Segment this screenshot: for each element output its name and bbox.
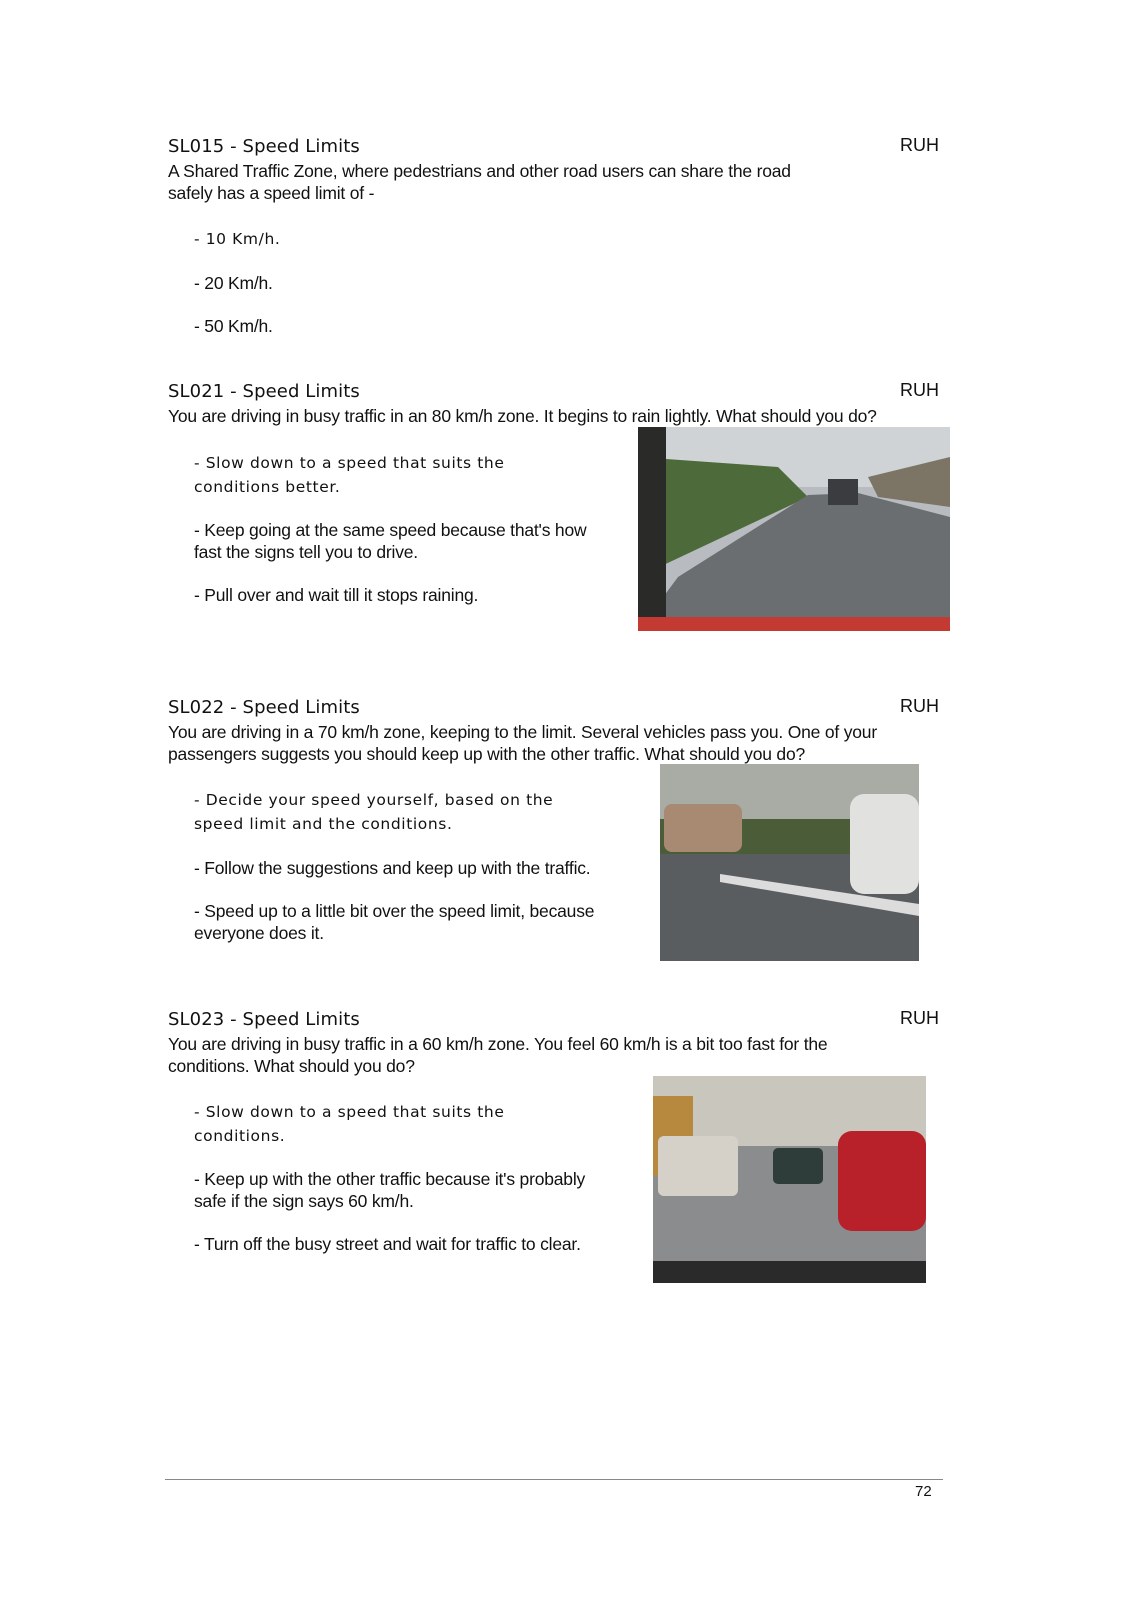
question-text: You are driving in busy traffic in a 60 km/h zone. You feel 60 km/h is a bit too fast for the conditions. What should you do? (168, 1034, 828, 1076)
answer-option: - Keep going at the same speed because that's how fast the signs tell you to drive. (194, 520, 587, 562)
answer-option: - Speed up to a little bit over the speed limit, because everyone does it. (194, 901, 595, 943)
answer-option: - Slow down to a speed that suits the conditions. (194, 1103, 505, 1145)
question-title: SL022 - Speed Limits (168, 697, 360, 718)
footer-divider (165, 1479, 943, 1480)
answer-option: - Slow down to a speed that suits the conditions better. (194, 454, 505, 496)
category-tag: RUH (900, 696, 939, 716)
answer-option: - Follow the suggestions and keep up with the traffic. (194, 858, 591, 878)
question-title: SL023 - Speed Limits (168, 1009, 360, 1030)
question-title: SL021 - Speed Limits (168, 381, 360, 402)
answer-option: - Pull over and wait till it stops raining. (194, 585, 479, 605)
category-tag: RUH (900, 380, 939, 400)
traffic-passing-photo (660, 764, 919, 961)
answer-option: - 10 Km/h. (194, 230, 281, 248)
answer-option: - 20 Km/h. (194, 273, 273, 293)
answer-option: - Turn off the busy street and wait for traffic to clear. (194, 1234, 581, 1254)
answer-option: - Decide your speed yourself, based on the speed limit and the conditions. (194, 791, 554, 833)
answer-option: - 50 Km/h. (194, 316, 273, 336)
category-tag: RUH (900, 1008, 939, 1028)
category-tag: RUH (900, 135, 939, 155)
question-title: SL015 - Speed Limits (168, 136, 360, 157)
wet-road-photo (638, 427, 950, 631)
question-text: You are driving in a 70 km/h zone, keeping to the limit. Several vehicles pass you. One of your passengers suggests you should keep up with the other traffic. What should you do? (168, 722, 877, 764)
answer-option: - Keep up with the other traffic because it's probably safe if the sign says 60 km/h. (194, 1169, 586, 1211)
question-text: You are driving in busy traffic in an 80 km/h zone. It begins to rain lightly. What should you do? (168, 406, 877, 426)
question-text: A Shared Traffic Zone, where pedestrians and other road users can share the road safely has a speed limit of - (168, 161, 791, 203)
busy-street-photo (653, 1076, 926, 1283)
page-number: 72 (915, 1483, 932, 1500)
